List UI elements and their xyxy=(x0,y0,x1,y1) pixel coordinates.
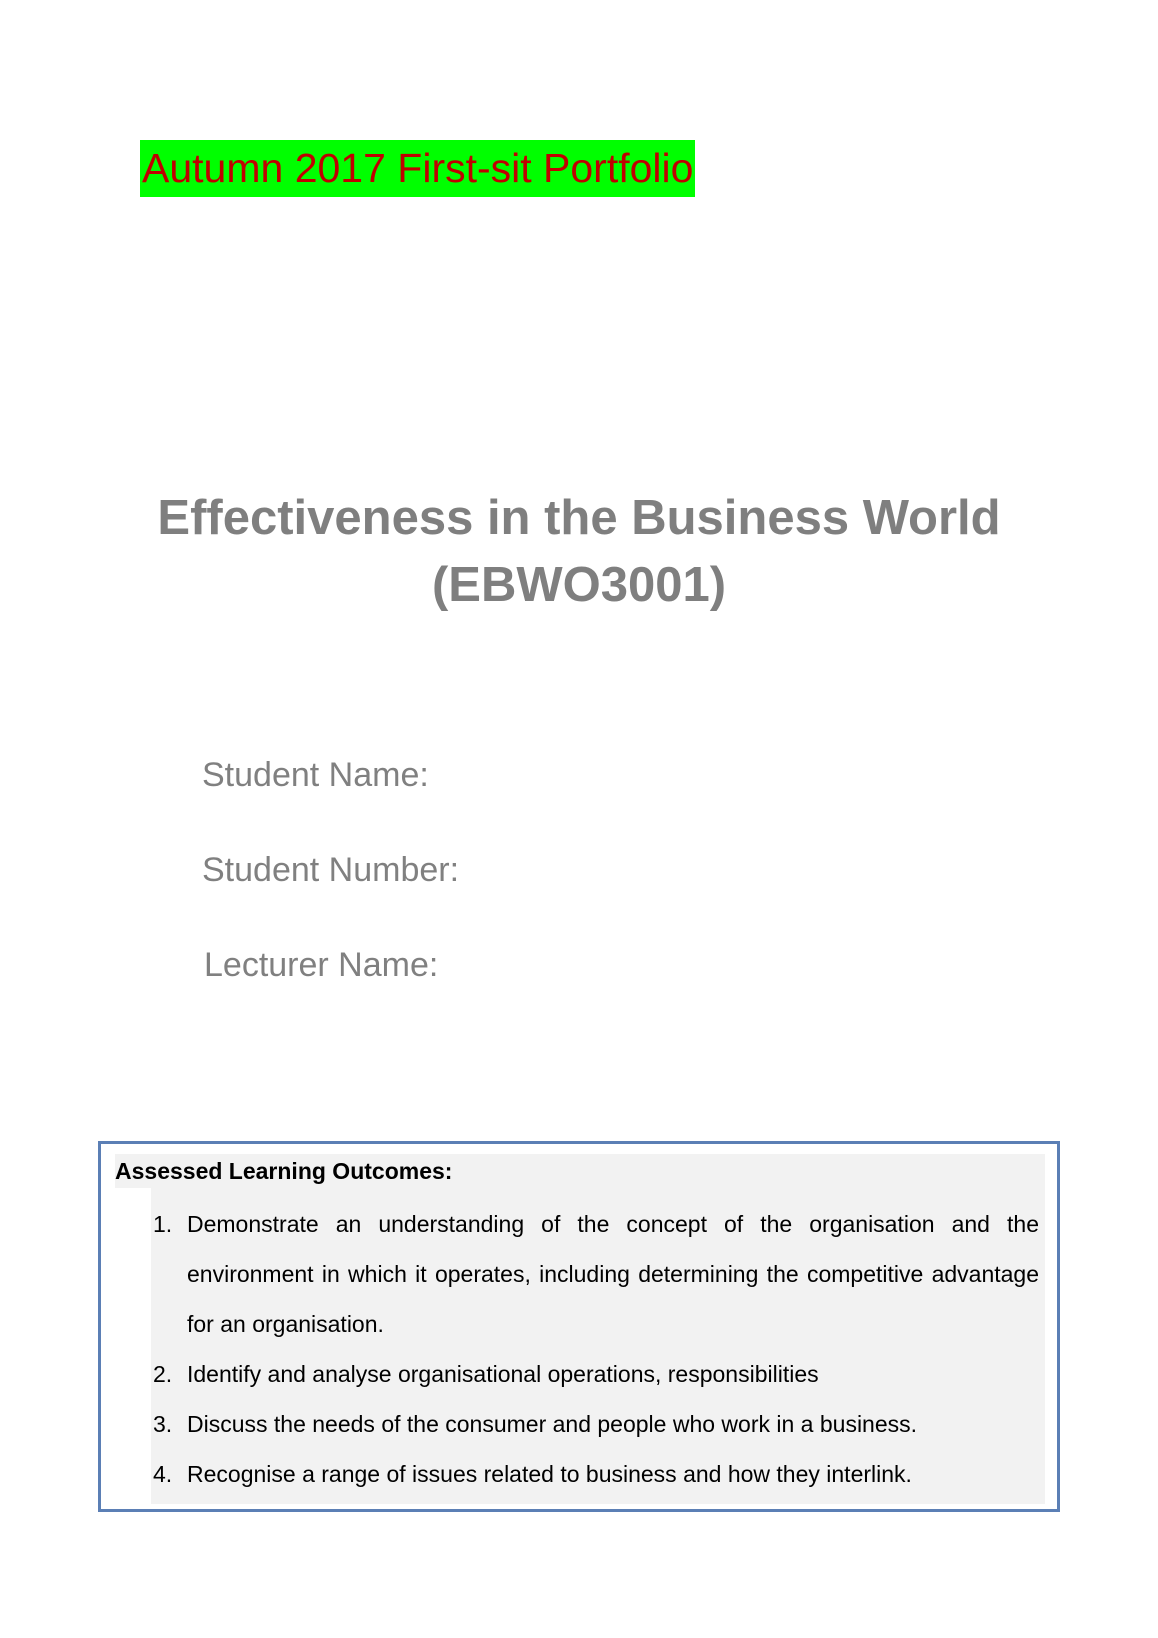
list-item xyxy=(151,1349,1045,1399)
portfolio-banner: Autumn 2017 First-sit Portfolio xyxy=(140,140,695,197)
list-item xyxy=(151,1399,1045,1449)
lecturer-name-label: Lecturer Name: xyxy=(204,946,439,984)
list-item-text: Demonstrate an understanding of the concept of the organisation and the environment in which it operates, including determining the competitive advantage for an organisation. xyxy=(187,1211,1039,1337)
student-number-label: Student Number: xyxy=(202,851,460,889)
learning-outcomes-list xyxy=(151,1154,1045,1504)
module-title xyxy=(0,485,1158,619)
list-item-number: 2. xyxy=(153,1361,173,1387)
list-item xyxy=(151,1449,1045,1499)
list-item-number: 3. xyxy=(153,1411,173,1437)
list-item-number: 4. xyxy=(153,1461,173,1487)
list-item xyxy=(151,1199,1045,1349)
list-item-text: Recognise a range of issues related to business and how they interlink. xyxy=(187,1461,912,1487)
list-item-text: Identify and analyse organisational operations, responsibilities xyxy=(187,1361,819,1387)
student-name-label: Student Name: xyxy=(202,756,429,794)
list-item-number: 1. xyxy=(153,1211,173,1237)
module-title-line-1: Effectiveness in the Business World xyxy=(157,491,1001,545)
learning-outcomes-box xyxy=(98,1141,1060,1512)
module-code: (EBWO3001) xyxy=(431,558,727,612)
list-item-text: Discuss the needs of the consumer and people who work in a business. xyxy=(187,1411,918,1437)
learning-outcomes-heading: Assessed Learning Outcomes: xyxy=(115,1158,453,1184)
